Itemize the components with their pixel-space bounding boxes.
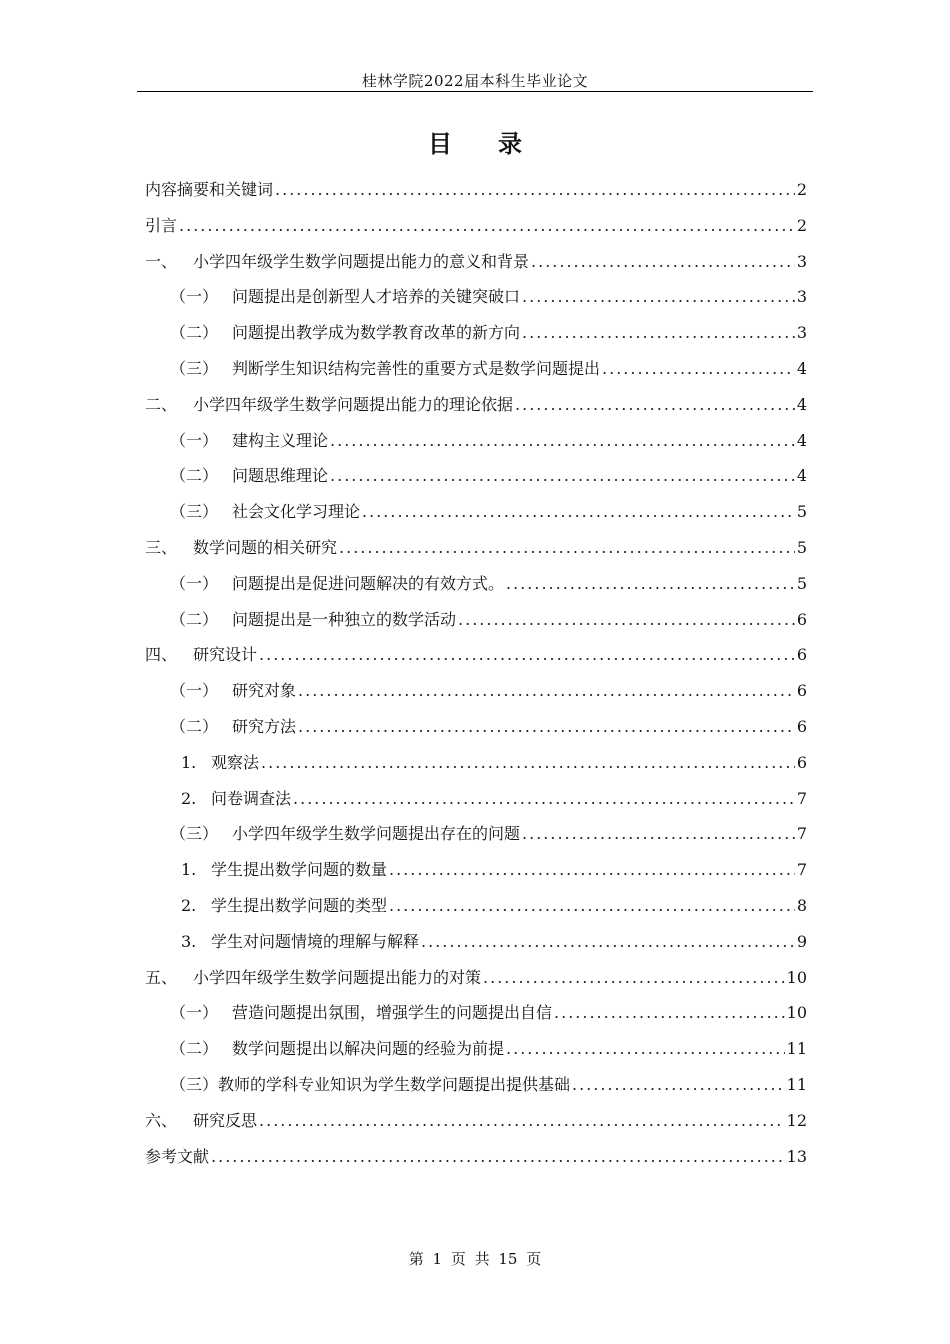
toc-entry-page-number: 7 [796, 788, 807, 808]
toc-entry[interactable] [145, 673, 807, 709]
toc-entry-page-number: 3 [796, 323, 807, 343]
toc-entry-title: 研究方法 [232, 716, 297, 736]
toc-dot-leader [506, 1031, 785, 1067]
toc-entry[interactable] [145, 244, 807, 280]
toc-entry[interactable] [145, 208, 807, 244]
toc-entry-title: 内容摘要和关键词 [145, 180, 274, 199]
toc-dot-leader [421, 924, 795, 960]
toc-entry-number: 二、 [145, 394, 178, 414]
toc-entry-title: 问题提出教学成为数学教育改革的新方向 [232, 323, 521, 343]
toc-entry-page-number: 6 [796, 752, 807, 772]
toc-entry[interactable] [145, 745, 807, 781]
toc-entry-title: 问题提出是促进问题解决的有效方式。 [232, 573, 505, 593]
toc-entry[interactable] [145, 637, 807, 673]
toc-entry[interactable] [145, 1139, 807, 1175]
toc-entry-page-number: 12 [786, 1110, 807, 1130]
toc-entry[interactable] [145, 1103, 807, 1139]
toc-entry-title: 社会文化学习理论 [232, 502, 361, 522]
toc-entry-title: 观察法 [211, 752, 260, 772]
toc-entry[interactable] [145, 315, 807, 351]
table-of-contents [145, 172, 807, 1174]
toc-entry-page-number: 11 [786, 1074, 807, 1094]
toc-entry-page-number: 13 [786, 1146, 807, 1166]
toc-entry-title: 营造问题提出氛围，增强学生的问题提出自信 [232, 1003, 553, 1023]
toc-entry-page-number: 5 [796, 573, 807, 593]
toc-dot-leader [554, 995, 785, 1031]
toc-entry-page-number: 4 [796, 466, 807, 486]
toc-entry-number: （二） [170, 1039, 219, 1059]
page-title [0, 124, 950, 159]
toc-entry-number: （二） [170, 716, 219, 736]
toc-entry-title: 研究对象 [232, 681, 297, 701]
page-footer: 第 1 页 共 15 页 [408, 1250, 542, 1268]
toc-entry-number: （三） [170, 502, 219, 522]
toc-entry-number: （一） [170, 681, 219, 701]
page-title-char-2: 录 [498, 129, 522, 158]
toc-dot-leader [506, 566, 795, 602]
toc-entry[interactable] [145, 960, 807, 996]
toc-dot-leader [261, 745, 795, 781]
toc-dot-leader [298, 709, 795, 745]
toc-dot-leader [531, 244, 795, 280]
toc-entry-page-number: 8 [796, 895, 807, 915]
page-title-char-1: 目 [428, 129, 452, 158]
toc-dot-leader [293, 781, 795, 817]
toc-entry-title: 小学四年级学生数学问题提出能力的理论依据 [193, 394, 514, 414]
toc-entry-title: 数学问题提出以解决问题的经验为前提 [232, 1039, 505, 1059]
toc-entry-page-number: 6 [796, 645, 807, 665]
toc-entry-page-number: 5 [796, 537, 807, 557]
toc-entry-title: （三）教师的学科专业知识为学生数学问题提出提供基础 [170, 1074, 571, 1094]
toc-entry-number: （一） [170, 573, 219, 593]
toc-entry-title: 小学四年级学生数学问题提出存在的问题 [232, 824, 521, 844]
toc-entry-title: 研究反思 [193, 1110, 258, 1130]
toc-entry-number: 五、 [145, 967, 178, 987]
toc-dot-leader [602, 351, 795, 387]
toc-entry-title: 问题提出是创新型人才培养的关键突破口 [232, 287, 521, 307]
toc-dot-leader [259, 1103, 785, 1139]
toc-entry-number: 1. [181, 752, 197, 772]
header-divider [137, 91, 813, 92]
toc-dot-leader [339, 530, 795, 566]
toc-entry-page-number: 5 [796, 502, 807, 522]
toc-dot-leader [515, 387, 795, 423]
toc-entry[interactable] [145, 781, 807, 817]
toc-dot-leader [211, 1139, 785, 1175]
toc-entry-number: 六、 [145, 1110, 178, 1130]
toc-entry[interactable] [145, 387, 807, 423]
toc-dot-leader [298, 673, 795, 709]
toc-entry-page-number: 3 [796, 287, 807, 307]
toc-dot-leader [483, 960, 785, 996]
toc-entry-title: 参考文献 [145, 1146, 210, 1166]
toc-entry-number: （一） [170, 1003, 219, 1023]
toc-entry-page-number: 7 [796, 860, 807, 880]
toc-entry-title: 问卷调查法 [211, 788, 292, 808]
toc-dot-leader [389, 852, 795, 888]
toc-entry[interactable] [145, 351, 807, 387]
toc-dot-leader [389, 888, 795, 924]
toc-dot-leader [522, 816, 795, 852]
toc-entry[interactable] [145, 1067, 807, 1103]
toc-entry-title: 研究设计 [193, 645, 258, 665]
toc-entry-number: 三、 [145, 537, 178, 557]
toc-entry-page-number: 4 [796, 430, 807, 450]
running-header: 桂林学院2022届本科生毕业论文 [361, 72, 589, 90]
toc-entry[interactable] [145, 602, 807, 638]
toc-dot-leader [522, 279, 795, 315]
toc-entry[interactable] [145, 530, 807, 566]
toc-entry-number: （二） [170, 609, 219, 629]
toc-entry[interactable] [145, 924, 807, 960]
toc-entry-page-number: 10 [786, 967, 807, 987]
toc-entry-number: 2. [181, 788, 197, 808]
toc-entry-title: 判断学生知识结构完善性的重要方式是数学问题提出 [232, 358, 601, 378]
toc-entry-page-number: 7 [796, 824, 807, 844]
toc-entry-page-number: 11 [786, 1039, 807, 1059]
toc-dot-leader [179, 208, 795, 244]
toc-entry-title: 学生提出数学问题的数量 [211, 860, 388, 880]
toc-entry-page-number: 2 [796, 215, 807, 235]
toc-entry-page-number: 9 [796, 931, 807, 951]
toc-entry-title: 问题提出是一种独立的数学活动 [232, 609, 457, 629]
toc-entry-title: 学生提出数学问题的类型 [211, 895, 388, 915]
toc-entry-number: 3. [181, 931, 197, 951]
toc-dot-leader [275, 172, 795, 208]
toc-entry-number: 四、 [145, 645, 178, 665]
toc-entry[interactable] [145, 566, 807, 602]
toc-entry[interactable] [145, 458, 807, 494]
toc-entry[interactable] [145, 494, 807, 530]
toc-dot-leader [522, 315, 795, 351]
toc-entry-title: 学生对问题情境的理解与解释 [211, 931, 420, 951]
toc-entry-title: 小学四年级学生数学问题提出能力的意义和背景 [193, 251, 530, 271]
toc-entry[interactable] [145, 172, 807, 208]
toc-entry-page-number: 6 [796, 681, 807, 701]
toc-entry-page-number: 6 [796, 716, 807, 736]
toc-entry[interactable] [145, 709, 807, 745]
toc-entry-title: 引言 [145, 215, 178, 235]
toc-entry[interactable] [145, 279, 807, 315]
toc-dot-leader [259, 637, 795, 673]
toc-dot-leader [330, 423, 795, 459]
toc-entry-number: 2. [181, 895, 197, 915]
toc-entry[interactable] [145, 995, 807, 1031]
toc-entry-page-number: 6 [796, 609, 807, 629]
toc-entry-title: 问题思维理论 [232, 466, 329, 486]
toc-entry-number: （二） [170, 466, 219, 486]
toc-entry-number: （二） [170, 323, 219, 343]
toc-dot-leader [330, 458, 795, 494]
toc-entry[interactable] [145, 888, 807, 924]
toc-dot-leader [458, 602, 795, 638]
toc-entry-title: 数学问题的相关研究 [193, 537, 338, 557]
toc-entry-number: （一） [170, 287, 219, 307]
toc-entry-page-number: 3 [796, 251, 807, 271]
toc-dot-leader [572, 1067, 785, 1103]
toc-entry-number: （三） [170, 824, 219, 844]
toc-entry-page-number: 2 [796, 180, 807, 199]
toc-entry-page-number: 10 [786, 1003, 807, 1023]
toc-dot-leader [362, 494, 795, 530]
toc-entry-number: 一、 [145, 251, 178, 271]
toc-entry[interactable] [145, 1031, 807, 1067]
toc-entry-title: 建构主义理论 [232, 430, 329, 450]
toc-entry-number: （一） [170, 430, 219, 450]
toc-entry-page-number: 4 [796, 358, 807, 378]
toc-entry[interactable] [145, 816, 807, 852]
toc-entry-number: 1. [181, 860, 197, 880]
toc-entry[interactable] [145, 852, 807, 888]
toc-entry-number: （三） [170, 358, 219, 378]
toc-entry[interactable] [145, 423, 807, 459]
toc-entry-title: 小学四年级学生数学问题提出能力的对策 [193, 967, 482, 987]
toc-entry-page-number: 4 [796, 394, 807, 414]
